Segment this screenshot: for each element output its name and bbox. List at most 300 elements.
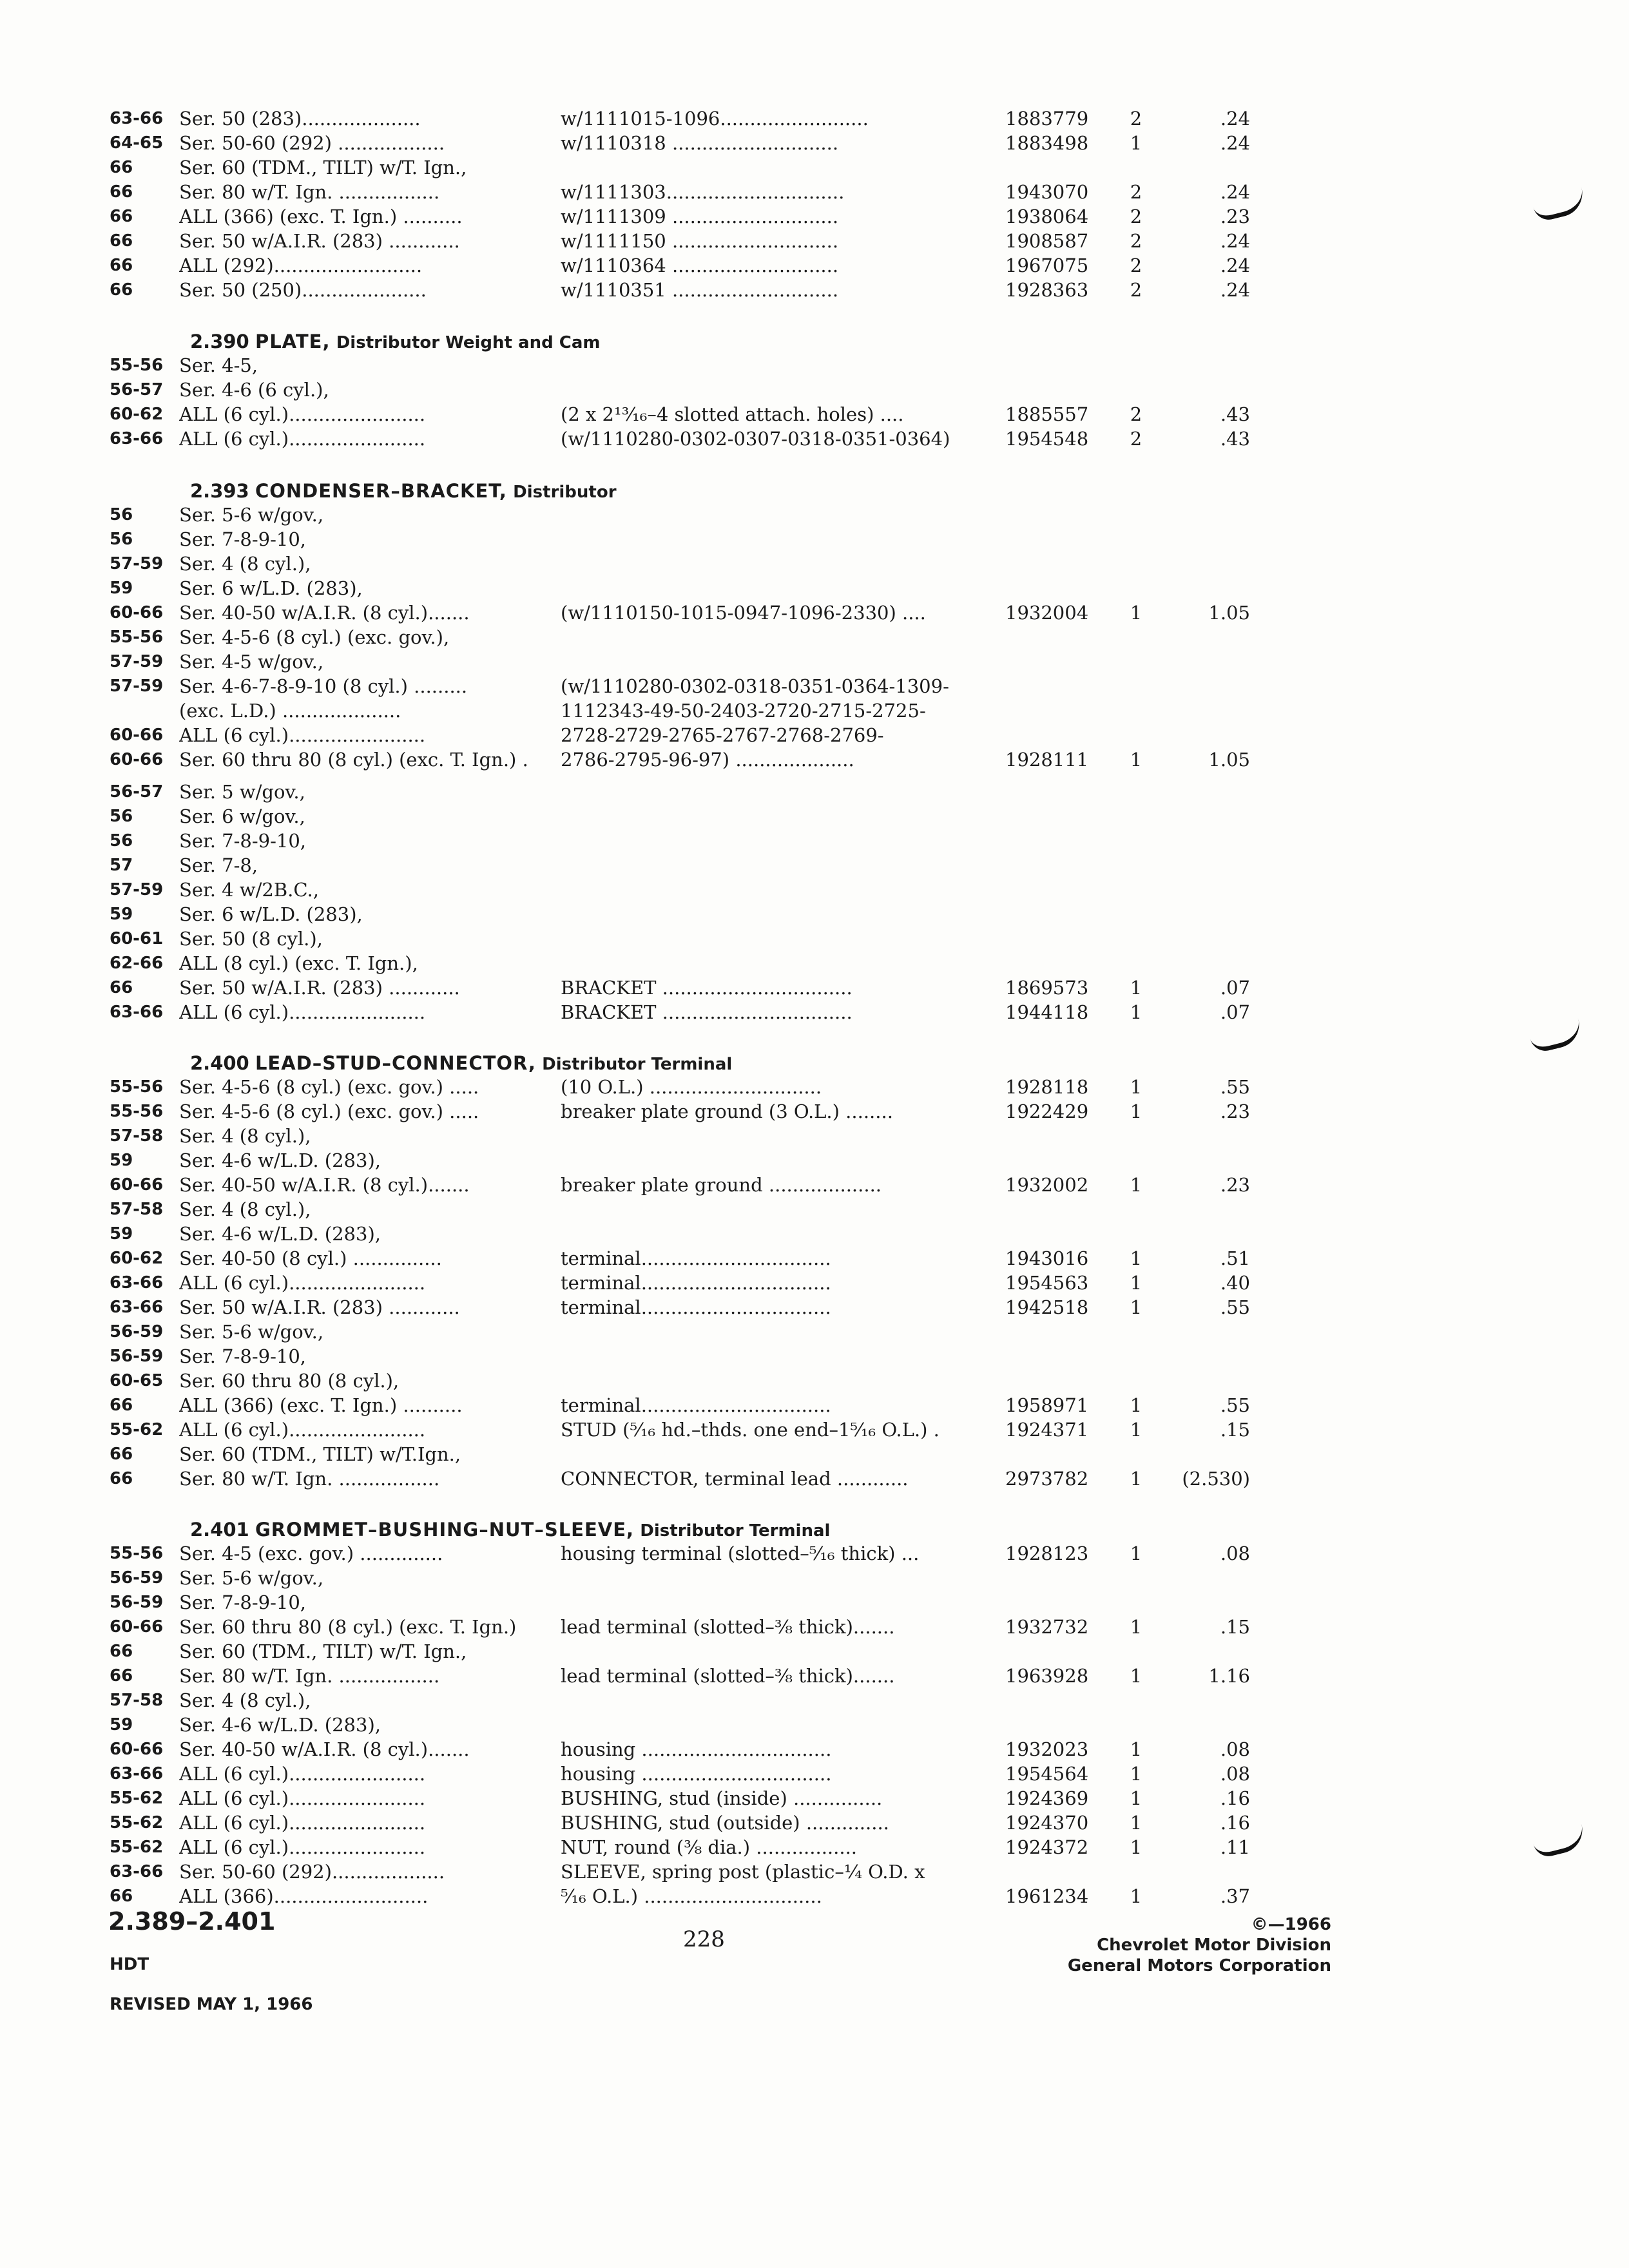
table-row [0,1713,1629,1737]
year-range: 66 [110,978,133,997]
model-application: Ser. 80 w/T. Ign. ................. [179,1468,440,1490]
footer-copyright: ©—1966 [1251,1915,1331,1934]
year-range: 55-56 [110,356,164,375]
model-application: Ser. 4-5-6 (8 cyl.) (exc. gov.), [179,626,450,648]
table-row [0,427,1629,451]
year-range: 64-65 [110,133,164,153]
quantity: 1 [1130,1174,1142,1196]
quantity: 1 [1130,1247,1142,1269]
table-row [0,552,1629,576]
year-range: 55-56 [110,1077,164,1097]
year-range: 55-56 [110,628,164,647]
year-range: 60-66 [110,726,164,745]
year-range: 57-58 [110,1126,164,1146]
table-row [0,402,1629,427]
year-range: 55-62 [110,1813,164,1832]
model-application: Ser. 4 w/2B.C., [179,879,319,901]
table-row [0,1099,1629,1124]
year-range: 59 [110,1224,133,1244]
model-application: Ser. 60 (TDM., TILT) w/T.Ign., [179,1443,461,1465]
part-description: w/1110318 ............................ [561,132,839,154]
part-number: 2973782 [1005,1468,1089,1490]
model-application: Ser. 5-6 w/gov., [179,1321,324,1343]
quantity: 1 [1130,1100,1142,1122]
quantity: 2 [1130,403,1142,425]
part-number: 1967075 [1005,255,1089,276]
part-description: w/1111015-1096......................... [561,108,869,130]
part-description: housing ................................ [561,1763,832,1785]
model-application: ALL (6 cyl.)....................... [179,1836,426,1858]
year-range: 60-66 [110,750,164,769]
year-range: 66 [110,1469,133,1488]
price: .43 [1220,428,1250,450]
model-application: Ser. 50 (8 cyl.), [179,928,323,950]
part-description: terminal................................ [561,1394,831,1416]
year-range: 57-59 [110,677,164,696]
quantity: 1 [1130,1296,1142,1318]
model-application: Ser. 50 w/A.I.R. (283) ............ [179,977,460,999]
model-application: Ser. 80 w/T. Ign. ................. [179,1665,440,1687]
year-range: 57-58 [110,1691,164,1710]
model-application: ALL (6 cyl.)....................... [179,1272,426,1294]
price: .24 [1220,230,1250,252]
year-range: 63-66 [110,109,164,128]
price: .24 [1220,108,1250,130]
table-row [0,1173,1629,1197]
quantity: 1 [1130,132,1142,154]
quantity: 1 [1130,977,1142,999]
year-range: 66 [110,158,133,177]
quantity: 1 [1130,1419,1142,1441]
part-description: w/1111309 ............................ [561,206,839,227]
model-application: Ser. 7-8-9-10, [179,528,307,550]
year-range: 56-59 [110,1568,164,1588]
quantity: 2 [1130,428,1142,450]
model-application: Ser. 6 w/L.D. (283), [179,903,363,925]
year-range: 55-62 [110,1420,164,1439]
year-range: 57 [110,856,133,875]
quantity: 2 [1130,279,1142,301]
table-row [0,1148,1629,1173]
part-number: 1869573 [1005,977,1089,999]
model-application: Ser. 4-6 w/L.D. (283), [179,1714,381,1736]
model-application: ALL (6 cyl.)....................... [179,1787,426,1809]
part-number: 1924370 [1005,1812,1089,1834]
model-application: ALL (6 cyl.)....................... [179,1419,426,1441]
price: .24 [1220,181,1250,203]
price: .08 [1220,1738,1250,1760]
section-title: CONDENSER–BRACKET, [255,480,507,502]
model-application: Ser. 5-6 w/gov., [179,1567,324,1589]
year-range: 55-56 [110,1102,164,1121]
section-heading [190,477,1157,505]
model-application: Ser. 6 w/L.D. (283), [179,577,363,599]
part-number: 1938064 [1005,206,1089,227]
model-application: Ser. 50-60 (292) .................. [179,132,445,154]
year-range: 63-66 [110,1764,164,1783]
year-range: 66 [110,280,133,300]
part-description: w/1111303.............................. [561,181,845,203]
year-range: 66 [110,256,133,275]
year-range: 56-59 [110,1322,164,1341]
part-description: 2786-2795-96-97) .................... [561,749,854,771]
model-application: Ser. 4-6-7-8-9-10 (8 cyl.) ......... [179,675,468,697]
quantity: 2 [1130,108,1142,130]
model-application: Ser. 60 (TDM., TILT) w/T. Ign., [179,157,467,178]
table-row [0,1541,1629,1566]
price: .16 [1220,1812,1250,1834]
year-range: 56 [110,831,133,850]
table-row [0,155,1629,180]
model-application: Ser. 60 (TDM., TILT) w/T. Ign., [179,1640,467,1662]
table-row [0,1466,1629,1491]
section-subtitle: Distributor Terminal [640,1521,831,1541]
year-range: 60-66 [110,1740,164,1759]
table-row [0,1811,1629,1835]
part-number: 1932004 [1005,602,1089,624]
table-row [0,1639,1629,1664]
table-row [0,1222,1629,1246]
part-number: 1883779 [1005,108,1089,130]
section-subtitle: Distributor Weight and Cam [336,333,601,352]
section-heading [190,1049,1157,1077]
quantity: 1 [1130,602,1142,624]
year-range: 56 [110,505,133,524]
year-range: 63-66 [110,1298,164,1317]
table-row [0,180,1629,204]
year-range: 66 [110,1396,133,1415]
table-row [0,229,1629,253]
table-row [0,1786,1629,1811]
table-row [0,1320,1629,1344]
table-row [0,106,1629,131]
model-application: Ser. 80 w/T. Ign. ................. [179,181,440,203]
table-row [0,1835,1629,1860]
model-application: Ser. 4-5-6 (8 cyl.) (exc. gov.) ..... [179,1076,479,1098]
table-row [0,1884,1629,1908]
part-description: terminal................................ [561,1272,831,1294]
footer-division: Chevrolet Motor Division [1097,1936,1331,1955]
table-row [0,576,1629,601]
table-row [0,1737,1629,1762]
part-description: (2 x 2¹³⁄₁₆–4 slotted attach. holes) .... [561,403,904,425]
year-range: 55-56 [110,1544,164,1563]
model-application: Ser. 4-6 w/L.D. (283), [179,1223,381,1245]
footer-revised-date: REVISED MAY 1, 1966 [110,1995,313,2014]
model-application: Ser. 4 (8 cyl.), [179,553,311,575]
section-heading [190,327,1157,356]
year-range: 59 [110,579,133,598]
year-range: 57-59 [110,554,164,573]
part-number: 1908587 [1005,230,1089,252]
year-range: 56-57 [110,380,164,399]
section-title: GROMMET–BUSHING–NUT–SLEEVE, [255,1519,635,1541]
price: .15 [1220,1419,1250,1441]
year-range: 59 [110,1715,133,1735]
model-application: Ser. 4 (8 cyl.), [179,1125,311,1147]
table-row [0,1442,1629,1466]
part-description: STUD (⁵⁄₁₆ hd.–thds. one end–1⁵⁄₁₆ O.L.) . [561,1419,940,1441]
model-application: Ser. 7-8-9-10, [179,830,307,852]
price: (2.530) [1182,1468,1250,1490]
year-range: 63-66 [110,1273,164,1293]
quantity: 2 [1130,206,1142,227]
model-application: Ser. 4-6 w/L.D. (283), [179,1149,381,1171]
table-row [0,527,1629,552]
table-row [0,1418,1629,1442]
part-description: breaker plate ground (3 O.L.) ........ [561,1100,893,1122]
quantity: 1 [1130,1272,1142,1294]
table-row [0,1075,1629,1099]
price: .23 [1220,1100,1250,1122]
quantity: 1 [1130,1763,1142,1785]
footer-section-range: 2.389–2.401 [108,1907,276,1936]
table-row [0,780,1629,804]
part-number: 1942518 [1005,1296,1089,1318]
model-application: (exc. L.D.) .................... [179,700,401,722]
year-range: 60-61 [110,929,164,948]
table-row [0,1369,1629,1393]
model-application: ALL (6 cyl.)....................... [179,1812,426,1834]
part-description: housing ................................ [561,1738,832,1760]
price: .24 [1220,132,1250,154]
year-range: 63-66 [110,1003,164,1022]
part-description: BRACKET ................................ [561,1001,853,1023]
part-description: lead terminal (slotted–³⁄₈ thick)....... [561,1665,895,1687]
section-number: 2.400 [190,1052,249,1074]
table-row [0,1566,1629,1590]
table-row [0,1124,1629,1148]
table-row [0,1393,1629,1418]
model-application: Ser. 5-6 w/gov., [179,504,324,526]
price: .07 [1220,977,1250,999]
price: .37 [1220,1885,1250,1907]
table-row [0,951,1629,975]
model-application: Ser. 40-50 w/A.I.R. (8 cyl.)....... [179,1738,470,1760]
year-range: 59 [110,1151,133,1170]
section-number: 2.390 [190,331,249,352]
table-row [0,1344,1629,1369]
year-range: 57-59 [110,880,164,899]
part-description: lead terminal (slotted–³⁄₈ thick)....... [561,1616,895,1638]
section-heading [190,1515,1157,1544]
model-application: Ser. 40-50 w/A.I.R. (8 cyl.)....... [179,602,470,624]
year-range: 66 [110,1642,133,1661]
quantity: 1 [1130,1738,1142,1760]
table-row [0,503,1629,527]
part-number: 1924369 [1005,1787,1089,1809]
model-application: Ser. 6 w/gov., [179,805,305,827]
part-description: (w/1110280-0302-0307-0318-0351-0364) [561,428,950,450]
table-row [0,1860,1629,1884]
model-application: Ser. 5 w/gov., [179,781,305,803]
quantity: 2 [1130,230,1142,252]
table-row [0,278,1629,302]
part-number: 1963928 [1005,1665,1089,1687]
model-application: Ser. 60 thru 80 (8 cyl.), [179,1370,400,1392]
price: .08 [1220,1763,1250,1785]
part-number: 1883498 [1005,132,1089,154]
part-number: 1924371 [1005,1419,1089,1441]
part-number: 1943070 [1005,181,1089,203]
part-description: (w/1110280-0302-0318-0351-0364-1309- [561,675,949,697]
price: .55 [1220,1394,1250,1416]
section-title: LEAD–STUD–CONNECTOR, [255,1052,536,1074]
part-number: 1954563 [1005,1272,1089,1294]
part-number: 1928111 [1005,749,1089,771]
price: .16 [1220,1787,1250,1809]
year-range: 62-66 [110,954,164,973]
model-application: Ser. 50 (250)..................... [179,279,427,301]
part-number: 1932002 [1005,1174,1089,1196]
model-application: ALL (366).......................... [179,1885,429,1907]
footer-corporation: General Motors Corporation [1067,1956,1331,1975]
table-row [0,1664,1629,1688]
table-row [0,1295,1629,1320]
price: .11 [1220,1836,1250,1858]
section-subtitle: Distributor Terminal [542,1055,733,1074]
part-description: w/1110364 ............................ [561,255,839,276]
model-application: ALL (6 cyl.)....................... [179,1001,426,1023]
table-row [0,902,1629,927]
quantity: 2 [1130,181,1142,203]
part-number: 1885557 [1005,403,1089,425]
section-number: 2.393 [190,480,249,502]
year-range: 63-66 [110,429,164,448]
year-range: 56 [110,530,133,549]
model-application: Ser. 4-5, [179,354,258,376]
part-description: w/1110351 ............................ [561,279,839,301]
part-number: 1944118 [1005,1001,1089,1023]
table-row [0,804,1629,829]
quantity: 2 [1130,255,1142,276]
price: .07 [1220,1001,1250,1023]
section-title: PLATE, [255,331,331,352]
model-application: Ser. 4-6 (6 cyl.), [179,379,329,401]
price: .24 [1220,255,1250,276]
table-row [0,1246,1629,1271]
model-application: Ser. 7-8-9-10, [179,1345,307,1367]
year-range: 66 [110,1887,133,1906]
year-range: 60-66 [110,1175,164,1195]
quantity: 1 [1130,1394,1142,1416]
part-description: ⁵⁄₁₆ O.L.) .............................. [561,1885,822,1907]
part-number: 1932023 [1005,1738,1089,1760]
quantity: 1 [1130,1616,1142,1638]
table-row [0,1615,1629,1639]
part-description: BRACKET ................................ [561,977,853,999]
part-description: NUT, round (³⁄₈ dia.) ................. [561,1836,858,1858]
model-application: Ser. 40-50 (8 cyl.) ............... [179,1247,442,1269]
table-row [0,353,1629,378]
year-range: 63-66 [110,1862,164,1881]
model-application: Ser. 4 (8 cyl.), [179,1198,311,1220]
table-row [0,878,1629,902]
price: .23 [1220,206,1250,227]
table-row [0,253,1629,278]
section-subtitle: Distributor [513,483,617,502]
model-application: ALL (6 cyl.)....................... [179,403,426,425]
table-row [0,649,1629,674]
price: .40 [1220,1272,1250,1294]
table-row [0,1688,1629,1713]
price: .51 [1220,1247,1250,1269]
price: .15 [1220,1616,1250,1638]
part-description: terminal................................ [561,1247,831,1269]
table-row [0,674,1629,698]
table-row [0,204,1629,229]
quantity: 1 [1130,1885,1142,1907]
table-row [0,927,1629,951]
table-row [0,1271,1629,1295]
table-row [0,975,1629,1000]
table-row [0,1762,1629,1786]
model-application: ALL (6 cyl.)....................... [179,724,426,746]
section-number: 2.401 [190,1519,249,1541]
model-application: Ser. 50 w/A.I.R. (283) ............ [179,1296,460,1318]
model-application: Ser. 50 w/A.I.R. (283) ............ [179,230,460,252]
year-range: 59 [110,905,133,924]
price: .55 [1220,1296,1250,1318]
part-number: 1928363 [1005,279,1089,301]
year-range: 60-65 [110,1371,164,1390]
year-range: 56-59 [110,1593,164,1612]
table-row [0,625,1629,649]
quantity: 1 [1130,749,1142,771]
price: 1.05 [1208,749,1250,771]
quantity: 1 [1130,1836,1142,1858]
year-range: 66 [110,182,133,202]
part-description: (10 O.L.) ............................. [561,1076,822,1098]
part-number: 1932732 [1005,1616,1089,1638]
quantity: 1 [1130,1542,1142,1564]
part-number: 1928118 [1005,1076,1089,1098]
part-description: 2728-2729-2765-2767-2768-2769- [561,724,884,746]
part-description: (w/1110150-1015-0947-1096-2330) .... [561,602,926,624]
part-number: 1954564 [1005,1763,1089,1785]
part-description: SLEEVE, spring post (plastic–¼ O.D. x [561,1861,925,1883]
year-range: 55-62 [110,1789,164,1808]
year-range: 66 [110,231,133,251]
table-row [0,747,1629,772]
table-row [0,698,1629,723]
price: .08 [1220,1542,1250,1564]
model-application: Ser. 4-5-6 (8 cyl.) (exc. gov.) ..... [179,1100,479,1122]
year-range: 56 [110,807,133,826]
part-description: BUSHING, stud (outside) .............. [561,1812,889,1834]
model-application: ALL (292)......................... [179,255,423,276]
year-range: 55-62 [110,1838,164,1857]
quantity: 1 [1130,1787,1142,1809]
part-description: w/1111150 ............................ [561,230,839,252]
year-range: 66 [110,1666,133,1686]
part-number: 1922429 [1005,1100,1089,1122]
model-application: Ser. 7-8-9-10, [179,1591,307,1613]
price: .55 [1220,1076,1250,1098]
model-application: ALL (366) (exc. T. Ign.) .......... [179,1394,463,1416]
year-range: 56-57 [110,782,164,802]
model-application: Ser. 40-50 w/A.I.R. (8 cyl.)....... [179,1174,470,1196]
table-row [0,853,1629,878]
part-number: 1954548 [1005,428,1089,450]
part-number: 1928123 [1005,1542,1089,1564]
part-description: BUSHING, stud (inside) ............... [561,1787,883,1809]
model-application: ALL (6 cyl.)....................... [179,1763,426,1785]
table-row [0,378,1629,402]
model-application: Ser. 4 (8 cyl.), [179,1689,311,1711]
quantity: 1 [1130,1665,1142,1687]
part-number: 1958971 [1005,1394,1089,1416]
